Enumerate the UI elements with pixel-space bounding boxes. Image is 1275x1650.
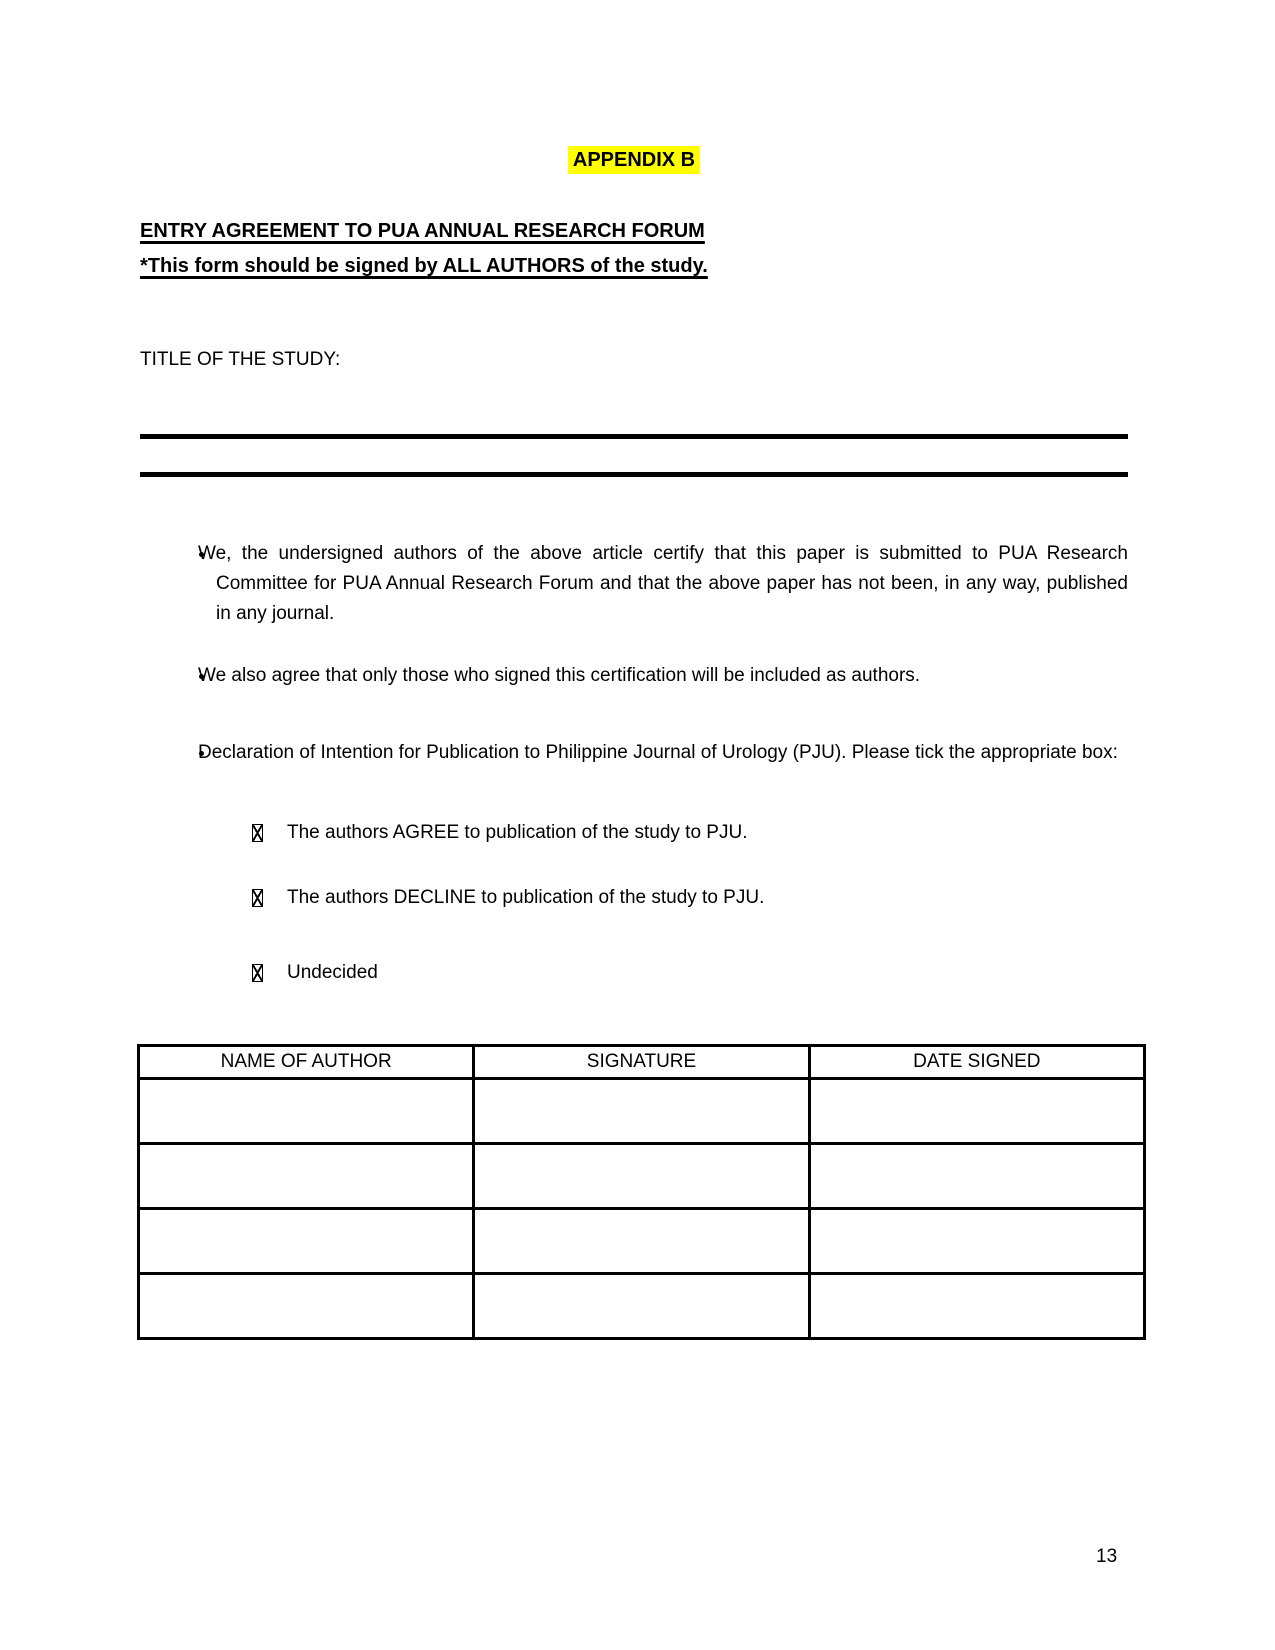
form-heading — [140, 214, 1128, 284]
bullet-item: • We, the undersigned authors of the above article certify that this paper is submitted to PUA Research Committee for PUA Annual Research Forum and that the above paper has not been, in any way, published in any journal. — [216, 539, 1128, 629]
title-blank-line-1 — [140, 434, 1128, 439]
bullet-item: • We also agree that only those who signed this certification will be included as authors. — [216, 661, 1128, 691]
table-row — [139, 1079, 1145, 1144]
table-cell — [139, 1209, 474, 1274]
appendix-label: APPENDIX B — [568, 146, 700, 174]
checkbox-glyph-icon — [252, 889, 263, 907]
table-header-row — [139, 1046, 1145, 1079]
option-label: Undecided — [287, 962, 378, 983]
checkbox-glyph-icon — [252, 964, 263, 982]
table-row — [139, 1274, 1145, 1339]
page-content — [140, 0, 1128, 1340]
appendix-row — [140, 146, 1128, 174]
form-heading-line1: ENTRY AGREEMENT TO PUA ANNUAL RESEARCH FORUM — [140, 220, 705, 242]
option-undecided — [252, 958, 1128, 988]
title-blank-line-2 — [140, 472, 1128, 477]
option-label: The authors DECLINE to publication of the study to PJU. — [287, 887, 765, 908]
column-header-name: NAME OF AUTHOR — [139, 1046, 474, 1079]
table-cell — [474, 1209, 809, 1274]
table-cell — [474, 1144, 809, 1209]
column-header-signature: SIGNATURE — [474, 1046, 809, 1079]
checkbox-glyph-icon — [252, 824, 263, 842]
agreement-bullet-list — [140, 539, 1128, 768]
column-header-date: DATE SIGNED — [809, 1046, 1144, 1079]
table-cell — [809, 1274, 1144, 1339]
table-cell — [139, 1144, 474, 1209]
bullet-item: • Declaration of Intention for Publication to Philippine Journal of Urology (PJU). Please tick the appropriate box: — [216, 738, 1128, 768]
publication-options — [140, 818, 1128, 988]
option-decline — [252, 883, 1128, 913]
table-row — [139, 1144, 1145, 1209]
page-number: 13 — [1096, 1546, 1118, 1567]
table-cell — [139, 1274, 474, 1339]
authors-table — [137, 1044, 1146, 1340]
table-row — [139, 1209, 1145, 1274]
table-cell — [809, 1209, 1144, 1274]
table-cell — [139, 1079, 474, 1144]
option-agree — [252, 818, 1128, 848]
table-cell — [809, 1079, 1144, 1144]
table-cell — [809, 1144, 1144, 1209]
table-cell — [474, 1079, 809, 1144]
table-cell — [474, 1274, 809, 1339]
form-heading-line2: *This form should be signed by ALL AUTHORS of the study. — [140, 255, 708, 277]
option-label: The authors AGREE to publication of the study to PJU. — [287, 822, 748, 843]
study-title-label: TITLE OF THE STUDY: — [140, 349, 341, 370]
